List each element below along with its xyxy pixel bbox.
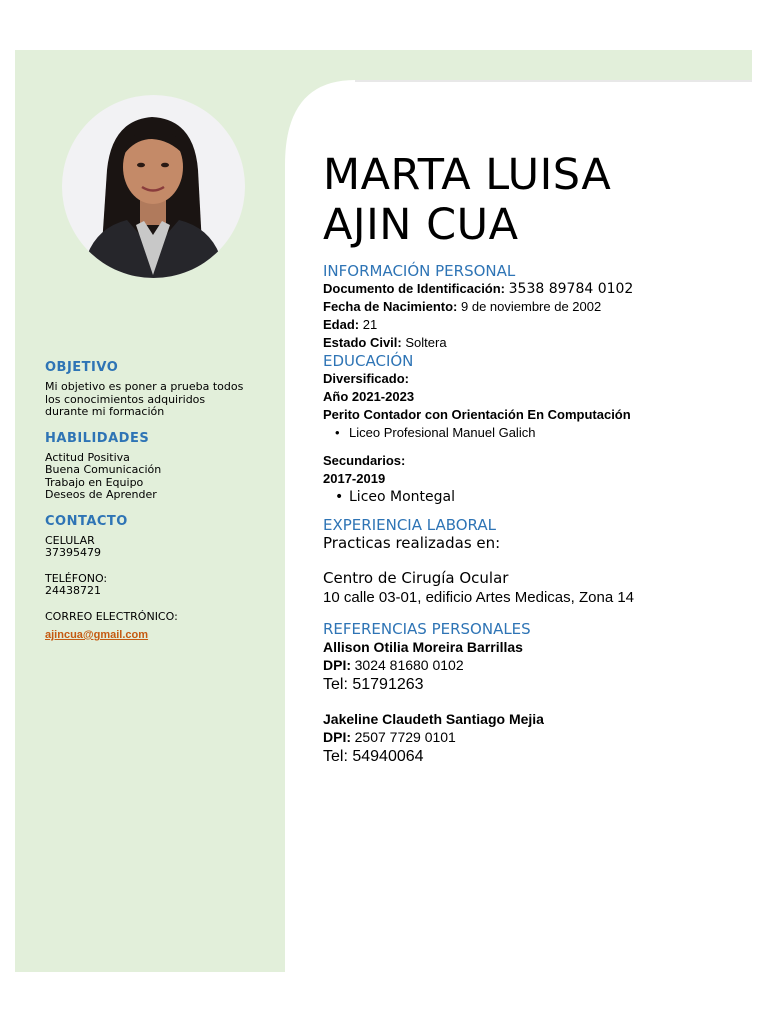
telefono-value: 24438721 <box>45 584 101 597</box>
experience-address: 10 calle 03-01, edificio Artes Medicas, Zona 14 <box>323 589 635 606</box>
habilidad-item: Actitud Positiva <box>45 450 130 464</box>
objetivo-line: Mi objetivo es poner a prueba todos <box>45 380 244 393</box>
age-row <box>323 316 753 334</box>
ref1-dpi-row <box>323 656 753 675</box>
ref1-tel: Tel: 51791263 <box>323 676 424 693</box>
birth-value: 9 de noviembre de 2002 <box>461 299 602 314</box>
div-year: Año 2021-2023 <box>323 389 415 404</box>
full-name <box>323 150 753 250</box>
ref1-dpi: 3024 81680 0102 <box>354 657 464 673</box>
ref2-dpi-label: DPI: <box>323 729 351 745</box>
birth-row <box>323 298 753 316</box>
profile-photo <box>62 95 245 278</box>
sec-school: • Liceo Montegal <box>323 488 753 506</box>
habilidad-item: Buena Comunicación <box>45 463 162 476</box>
habilidad-item: Deseos de Aprender <box>45 488 157 501</box>
sec-year: 2017-2019 <box>323 471 386 486</box>
doc-value: 3538 89784 0102 <box>508 281 634 297</box>
sidebar <box>45 360 275 652</box>
contacto-heading: CONTACTO <box>45 513 128 529</box>
div-school: • Liceo Profesional Manuel Galich <box>323 424 753 442</box>
ref1-name: Allison Otilia Moreira Barrillas <box>323 639 523 655</box>
education-heading: EDUCACIÓN <box>323 352 414 370</box>
main-content <box>323 150 753 766</box>
objetivo-line: durante mi formación <box>45 405 165 418</box>
ref2-name: Jakeline Claudeth Santiago Mejia <box>323 711 544 727</box>
birth-label: Fecha de Nacimiento: <box>323 299 458 314</box>
objetivo-heading: OBJETIVO <box>45 360 119 375</box>
ref1-dpi-label: DPI: <box>323 657 351 673</box>
doc-row <box>323 280 753 298</box>
contacto-section <box>45 514 275 643</box>
telefono-label: TELÉFONO: <box>45 571 108 585</box>
civil-row <box>323 334 753 352</box>
correo-label: CORREO ELECTRÓNICO: <box>45 609 178 623</box>
objetivo-section <box>45 360 275 419</box>
celular-label: CELULAR <box>45 533 95 547</box>
name-line-2: AJIN CUA <box>323 200 519 250</box>
age-label: Edad: <box>323 317 360 332</box>
experience-intro: Practicas realizadas en: <box>323 534 501 552</box>
references-heading: REFERENCIAS PERSONALES <box>323 620 531 638</box>
email-link[interactable]: ajincua@gmail.com <box>45 629 149 641</box>
name-line-1: MARTA LUISA <box>323 150 612 200</box>
ref2-dpi: 2507 7729 0101 <box>354 729 456 745</box>
habilidades-section <box>45 431 275 502</box>
civil-value: Soltera <box>405 335 447 350</box>
personal-info-heading: INFORMACIÓN PERSONAL <box>323 262 516 280</box>
civil-label: Estado Civil: <box>323 335 402 350</box>
sec-label: Secundarios: <box>323 453 406 468</box>
ref2-tel: Tel: 54940064 <box>323 748 424 765</box>
doc-label: Documento de Identificación: <box>323 281 506 296</box>
habilidad-item: Trabajo en Equipo <box>45 475 144 489</box>
div-title: Perito Contador con Orientación En Computación <box>323 407 631 422</box>
experience-heading: EXPERIENCIA LABORAL <box>323 516 496 534</box>
div-label: Diversificado: <box>323 371 409 386</box>
habilidades-heading: HABILIDADES <box>45 430 150 446</box>
age-value: 21 <box>362 317 378 332</box>
experience-place: Centro de Cirugía Ocular <box>323 569 509 587</box>
objetivo-line: los conocimientos adquiridos <box>45 392 206 406</box>
celular-value: 37395479 <box>45 546 101 559</box>
ref2-dpi-row <box>323 728 753 747</box>
